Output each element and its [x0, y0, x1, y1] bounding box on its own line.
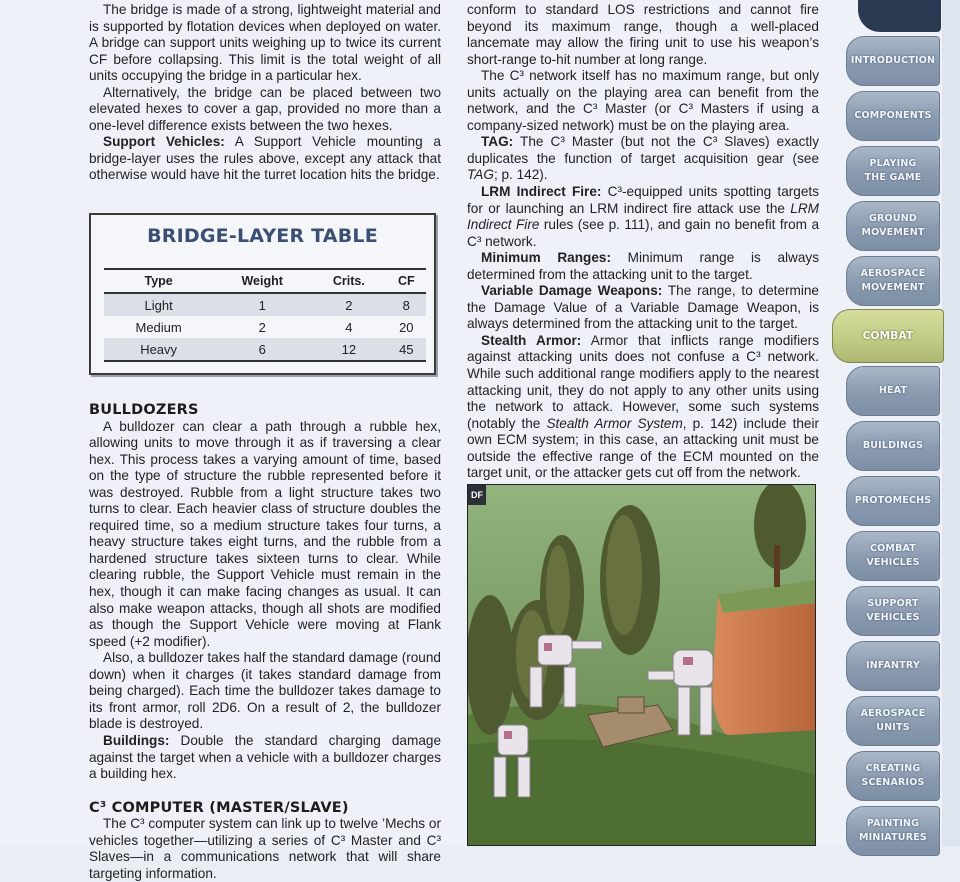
table-cell: 12 [311, 338, 386, 361]
tag-paragraph [467, 134, 819, 184]
tab-components[interactable] [846, 91, 940, 141]
tab-protomechs[interactable] [846, 476, 940, 526]
tab-label: SUPPORT VEHICLES [866, 598, 920, 623]
sidebar-edge [942, 0, 960, 846]
bridge-paragraph-2: Alternatively, the bridge can be placed between two elevated hexes to cover a gap, provided no more than a one-level difference exists between the two hexes. [89, 84, 441, 133]
lrm-text: C³-equipped units spotting targets for or launching an LRM indirect fire attack use the [467, 184, 819, 216]
support-vehicles-label: Support Vehicles: [103, 134, 225, 150]
table-cell: 2 [258, 319, 266, 335]
table-row [104, 316, 426, 338]
table-cell: Medium [135, 319, 182, 335]
support-vehicles-text: A Support Vehicle mounting a bridge-layer uses the rules above, except any attack that otherwise would have hit the turret location hits the bridge. [89, 134, 441, 183]
tab-heat[interactable] [846, 366, 940, 416]
lrm-label: LRM Indirect Fire: [481, 184, 602, 200]
table-cell: 1 [213, 293, 311, 316]
miniatures-photo [467, 484, 816, 846]
left-column [89, 2, 441, 882]
buildings-text: Double the standard charging damage against the target when a vehicle with a bulldozer charges a building hex. [89, 732, 441, 782]
table-cell: 20 [399, 319, 414, 335]
c3-network-paragraph: The C³ network itself has no maximum range, but only units actually on the playing area can benefit from the network, and the C³ Master (or C³ Masters if using a company-sized network) must be on the playing area. [467, 68, 819, 133]
c3-paragraph-continued: conform to standard LOS restrictions and cannot fire beyond its maximum range, though a well-placed lancemate may allow the firing unit to use his weapon’s short-range to-hit number at long range. [467, 2, 819, 67]
table-cell: 8 [387, 293, 426, 316]
tab-infantry[interactable] [846, 641, 940, 691]
tab-creating-scenarios[interactable] [846, 751, 940, 801]
tab-label: CREATING SCENARIOS [861, 763, 925, 788]
stealth-armor-paragraph [467, 333, 819, 482]
tag-label: TAG: [481, 134, 514, 150]
tab-label: GROUND MOVEMENT [861, 213, 925, 238]
tab-label: COMBAT VEHICLES [866, 543, 920, 568]
c3-computer-heading: C³ COMPUTER (MASTER/SLAVE) [89, 799, 349, 816]
chapter-sidebar [830, 0, 960, 846]
tab-label: INFANTRY [866, 660, 920, 671]
tab-aerospace-units[interactable] [846, 696, 940, 746]
miniatures-scene-image [468, 485, 816, 846]
tab-label: AEROSPACE MOVEMENT [860, 268, 926, 293]
bridge-paragraph-1: The bridge is made of a strong, lightweight material and is supported by flotation devices when deployed on water. A bridge can support units weighing up to twice its current CF before collapsing. This limit is the total weight of all units occupying the bridge in a particular hex. [89, 2, 441, 84]
tab-introduction[interactable] [846, 36, 940, 86]
variable-damage-label: Variable Damage Weapons: [481, 283, 663, 299]
lrm-indirect-fire-paragraph [467, 184, 819, 250]
tab-buildings[interactable] [846, 421, 940, 471]
bridge-layer-table [89, 213, 436, 375]
lrm-text-end: rules (see p. 111), and gain no benefit from a C³ network. [467, 217, 819, 249]
tab-label: PAINTING MINIATURES [859, 818, 927, 843]
tab-label: INTRODUCTION [850, 55, 936, 66]
right-column [467, 2, 819, 482]
stealth-armor-text-end: , p. 142) include their own ECM system; in this case, an attacking unit must be outside the effective range of the ECM mounted on the target unit, or the attacker gets cut off from the network. [467, 415, 820, 481]
table-header-row [104, 269, 426, 293]
table-header-cell: Weight [213, 269, 311, 293]
tab-support-vehicles[interactable] [846, 586, 940, 636]
bridge-layer-table-title: BRIDGE-LAYER TABLE [147, 225, 378, 247]
table-cell: 2 [311, 293, 386, 316]
table-row [104, 293, 426, 316]
table-header-cell: Type [104, 269, 213, 293]
tab-label: PLAYING THE GAME [864, 158, 922, 183]
table-cell: Heavy [104, 338, 213, 361]
tab-playing-the-game[interactable] [846, 146, 940, 196]
variable-damage-paragraph [467, 283, 819, 333]
tag-text: The C³ Master (but not the C³ Slaves) exactly duplicates the function of target acquisition gear (see [467, 134, 819, 166]
tab-combat-vehicles[interactable] [846, 531, 940, 581]
bulldozers-heading: BULLDOZERS [89, 402, 199, 419]
sidebar-top-block [858, 0, 941, 32]
table-header-cell: CF [387, 269, 426, 293]
minimum-ranges-paragraph [467, 250, 819, 283]
table-cell: 45 [387, 338, 426, 361]
buildings-paragraph [89, 733, 441, 783]
variable-damage-text: The range, to determine the Damage Value of a Variable Damage Weapon, is always determined from the attacking unit to the target. [467, 283, 819, 332]
lrm-reference: LRM Indirect Fire [467, 200, 819, 233]
support-vehicles-paragraph [89, 134, 441, 184]
tag-reference: TAG [467, 167, 494, 183]
tab-label: COMBAT [862, 330, 914, 342]
tab-label: BUILDINGS [862, 440, 924, 451]
table-header-cell: Crits. [311, 269, 386, 293]
photo-credit-tag: DF [468, 485, 486, 505]
table-row [104, 338, 426, 361]
tab-label: AEROSPACE UNITS [860, 708, 926, 733]
bulldozers-paragraph-2: Also, a bulldozer takes half the standard damage (round down) when it charges (it takes standard damage from being charged). Each time the bulldozer takes damage to its front armor, roll 2D6. On a result of 2, the bulldozer blade is destroyed. [89, 650, 441, 732]
tab-label: PROTOMECHS [854, 495, 932, 506]
table-cell: 6 [213, 338, 311, 361]
minimum-ranges-text: Minimum range is always determined from the attacking unit to the target. [467, 250, 819, 282]
stealth-armor-label: Stealth Armor: [481, 332, 582, 348]
stealth-armor-text: Armor that inflicts range modifiers against attacking units does not confuse a C³ network. While such additional range modifiers apply to the nearest attacking unit, they do not apply to any other units using the network to attack. However, some such systems (notably the [467, 332, 819, 431]
tab-aerospace-movement[interactable] [846, 256, 940, 306]
table-cell: 4 [345, 319, 353, 335]
bridge-layer-data-table [104, 268, 426, 362]
tag-text-end: ; p. 142). [493, 167, 548, 183]
tab-ground-movement[interactable] [846, 201, 940, 251]
tab-painting-miniatures[interactable] [846, 806, 940, 856]
bulldozers-paragraph-1: A bulldozer can clear a path through a rubble hex, allowing units to move through it as if traversing a clear hex. This process takes a varying amount of time, based on the type of structure the rubble represented before it was destroyed. Rubble from a light structure takes two turns to clear. Each heavier class of structure doubles the required time, so a medium structure takes four turns, a heavy structure takes eight turns, and the rubble from a hardened structure takes sixteen turns to clear. While clearing rubble, the Support Vehicle must remain in the hex, though it can make facing changes as usual. It can also make weapon attacks, though all shots are modified as though the Support Vehicle were moving at Flank speed (+2 modifier). [89, 418, 441, 649]
tab-combat[interactable] [832, 309, 944, 363]
minimum-ranges-label: Minimum Ranges: [481, 250, 611, 266]
tab-label: HEAT [878, 385, 908, 396]
c3-paragraph-1: The C³ computer system can link up to twelve ’Mechs or vehicles together—utilizing a series of C³ Master and C³ Slaves—in a communications network that will share targeting information. [89, 816, 441, 881]
stealth-armor-reference: Stealth Armor System [546, 415, 683, 431]
buildings-label: Buildings: [103, 732, 170, 748]
table-cell: Light [104, 293, 213, 316]
tab-label: COMPONENTS [854, 110, 932, 121]
